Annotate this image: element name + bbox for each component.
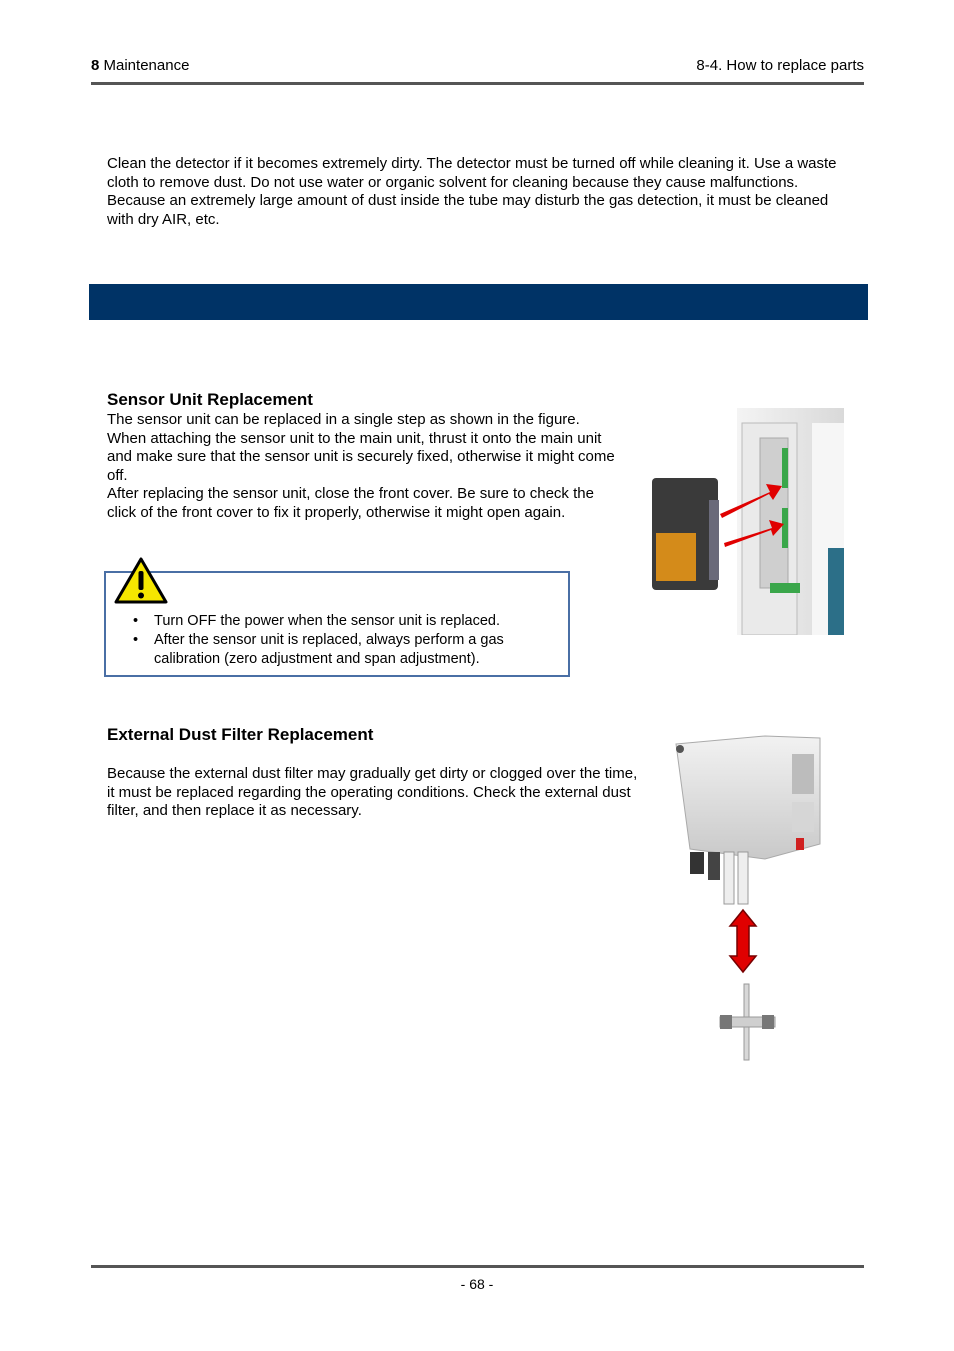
intro-paragraph: Clean the detector if it becomes extremely dirty. The detector must be turned off while cleaning it. Use a waste cloth to remove dust. Do not use water or organic solvent for cleaning because they cause malfunctions. [107,155,837,191]
header-section: 8-4. How to replace parts [696,57,864,74]
caution-item [132,631,552,669]
intro-text [107,155,852,229]
header-rule [91,82,864,85]
section-bar [89,284,868,320]
dust-filter-figure [670,734,830,1064]
caution-list [132,612,552,669]
sensor-replacement-figure [632,408,844,635]
dust-paragraph: Because the external dust filter may gradually get dirty or clogged over the time, it must be replaced regarding the operating conditions. Check the external dust filter, and then replace it as necessary. [107,765,638,819]
chapter-title: Maintenance [103,57,190,74]
sensor-heading: Sensor Unit Replacement [107,390,313,409]
sensor-paragraph: The sensor unit can be replaced in a single step as shown in the figure. When attaching the sensor unit to the main unit, thrust it onto the main unit and make sure that the sensor unit is securely fixed, otherwise it might come off. [107,411,615,484]
footer-rule [91,1265,864,1268]
page-number: - 68 - [460,1276,494,1292]
chapter-number: 8 [91,57,100,74]
warning-triangle-icon [113,556,169,606]
caution-box [104,571,570,677]
caution-item [132,612,552,631]
bullet: • [133,632,139,648]
header-chapter [91,57,189,75]
caution-item-text: Turn OFF the power when the sensor unit is replaced. [154,613,501,629]
dust-heading: External Dust Filter Replacement [107,725,374,744]
sensor-text [107,411,619,522]
caution-item-text: After the sensor unit is replaced, always perform a gas calibration (zero adjustment and span adjustment). [154,632,504,667]
sensor-paragraph: After replacing the sensor unit, close the front cover. Be sure to check the click of the front cover to fix it properly, otherwise it might open again. [107,485,594,521]
bullet: • [133,613,139,629]
intro-paragraph: Because an extremely large amount of dust inside the tube may disturb the gas detection, it must be cleaned with dry AIR, etc. [107,192,829,228]
